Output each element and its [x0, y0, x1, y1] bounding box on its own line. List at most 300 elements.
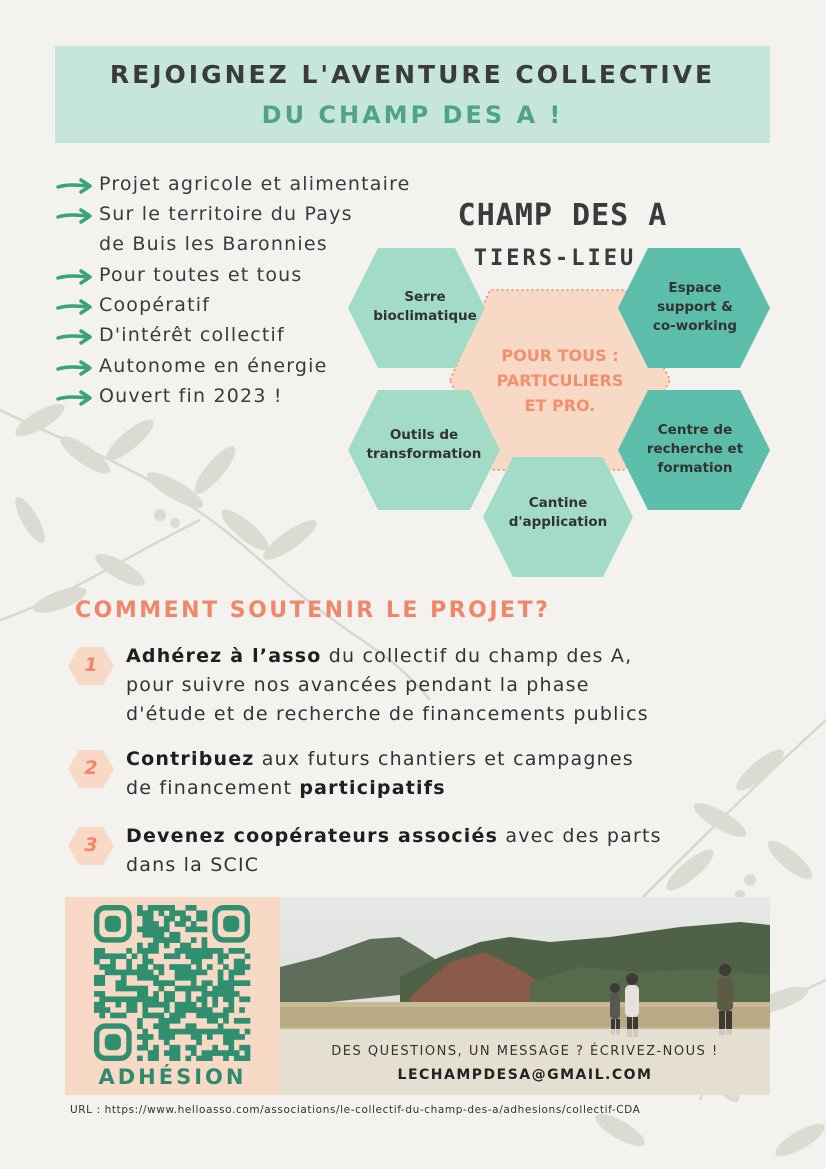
- qr-module: [148, 916, 154, 922]
- feature-text: Projet agricole et alimentaire: [99, 173, 411, 195]
- qr-module: [116, 1013, 122, 1019]
- qr-module: [196, 1034, 202, 1040]
- landscape-photo: [280, 897, 770, 1095]
- qr-module: [175, 1029, 181, 1035]
- hex-line: recherche et: [646, 441, 744, 457]
- qr-module: [169, 1029, 175, 1035]
- step-3: [126, 822, 786, 880]
- brand-subtitle: TIERS-LIEU: [473, 246, 637, 271]
- qr-module: [202, 1056, 208, 1061]
- qr-module: [110, 964, 116, 970]
- hex-line: support &: [657, 299, 733, 315]
- qr-module: [137, 964, 143, 970]
- qr-module: [137, 986, 143, 992]
- qr-module: [110, 970, 116, 976]
- qr-module: [239, 1007, 245, 1013]
- qr-module: [175, 1013, 181, 1019]
- qr-module: [137, 970, 143, 976]
- qr-module: [202, 986, 208, 992]
- qr-module: [116, 970, 122, 976]
- qr-module: [202, 970, 208, 976]
- qr-module: [207, 1018, 213, 1024]
- qr-module: [234, 959, 240, 965]
- qr-module: [202, 1050, 208, 1056]
- qr-module: [202, 910, 208, 916]
- qr-module: [191, 927, 197, 933]
- qr-module: [175, 937, 181, 943]
- feature-text: Autonome en énergie: [99, 355, 328, 377]
- step-2: [126, 745, 786, 803]
- qr-module: [132, 953, 138, 959]
- qr-module: [126, 970, 132, 976]
- qr-module: [142, 1007, 148, 1013]
- qr-module: [153, 1023, 159, 1029]
- qr-module: [196, 986, 202, 992]
- qr-module: [164, 1034, 170, 1040]
- step-line: [126, 745, 786, 774]
- qr-module: [169, 1034, 175, 1040]
- qr-module: [164, 991, 170, 997]
- qr-module: [121, 953, 127, 959]
- qr-module: [228, 1050, 234, 1056]
- hex-line: formation: [657, 460, 733, 476]
- qr-module: [126, 986, 132, 992]
- header-subtitle: DU CHAMP DES A !: [261, 101, 564, 129]
- qr-module: [169, 1013, 175, 1019]
- qr-module: [207, 1013, 213, 1019]
- qr-module: [185, 943, 191, 949]
- qr-module: [169, 996, 175, 1002]
- qr-module: [180, 948, 186, 954]
- qr-module: [164, 1002, 170, 1008]
- qr-module: [202, 927, 208, 933]
- qr-module: [218, 1050, 224, 1056]
- qr-module: [218, 970, 224, 976]
- qr-module: [137, 1023, 143, 1029]
- qr-module: [121, 1013, 127, 1019]
- qr-module: [159, 932, 165, 938]
- qr-module: [164, 1018, 170, 1024]
- arrow-right-icon: [56, 178, 94, 194]
- qr-module: [228, 975, 234, 981]
- qr-module: [159, 1023, 165, 1029]
- qr-module: [218, 1013, 224, 1019]
- qr-module: [185, 1007, 191, 1013]
- qr-module: [164, 927, 170, 933]
- qr-module: [153, 948, 159, 954]
- qr-module: [126, 1002, 132, 1008]
- qr-module: [180, 964, 186, 970]
- qr-module: [196, 964, 202, 970]
- qr-module: [153, 921, 159, 927]
- qr-module: [159, 905, 165, 911]
- qr-module: [105, 1007, 111, 1013]
- qr-module: [212, 1018, 218, 1024]
- hexagon-outils-label: [354, 426, 494, 464]
- hex-line: bioclimatique: [373, 308, 477, 324]
- hex-line: Outils de: [389, 427, 459, 443]
- arrow-right-icon: [56, 299, 94, 315]
- qr-module: [180, 1013, 186, 1019]
- qr-module: [164, 953, 170, 959]
- adhesion-url[interactable]: URL : https://www.helloasso.com/associations/le-collectif-du-champ-des-a/adhesions/collectif-CDA: [70, 1104, 641, 1116]
- qr-module: [212, 1050, 218, 1056]
- qr-module: [164, 921, 170, 927]
- qr-module: [99, 1013, 105, 1019]
- step-text: du collectif du champ des A,: [321, 645, 633, 667]
- qr-module: [185, 953, 191, 959]
- qr-module: [148, 1002, 154, 1008]
- qr-module: [245, 1050, 251, 1056]
- qr-module: [142, 1013, 148, 1019]
- qr-module: [175, 1018, 181, 1024]
- feature-text: Ouvert fin 2023 !: [99, 385, 283, 407]
- qr-module: [234, 991, 240, 997]
- qr-module: [223, 1034, 229, 1040]
- qr-module: [185, 948, 191, 954]
- qr-module: [245, 980, 251, 986]
- qr-module: [137, 1018, 143, 1024]
- qr-module: [202, 991, 208, 997]
- qr-module: [159, 1029, 165, 1035]
- qr-module: [212, 996, 218, 1002]
- hex-line: Espace: [668, 280, 722, 296]
- qr-module: [116, 996, 122, 1002]
- qr-module: [228, 980, 234, 986]
- arrow-right-icon: [56, 329, 94, 345]
- qr-module: [196, 996, 202, 1002]
- qr-finder-pattern: [97, 908, 129, 940]
- qr-module: [148, 905, 154, 911]
- qr-module: [223, 1056, 229, 1061]
- qr-module: [116, 953, 122, 959]
- qr-module: [245, 1045, 251, 1051]
- qr-module: [239, 996, 245, 1002]
- qr-panel: [65, 897, 280, 1095]
- qr-module: [126, 1007, 132, 1013]
- qr-module: [169, 980, 175, 986]
- qr-module: [110, 953, 116, 959]
- hexagon-centre-label: [625, 421, 765, 478]
- step-line: [126, 642, 786, 671]
- qr-module: [94, 975, 100, 981]
- qr-module: [218, 991, 224, 997]
- step-bold: Devenez coopérateurs associés: [126, 825, 499, 847]
- qr-module: [202, 1002, 208, 1008]
- qr-module: [180, 975, 186, 981]
- qr-module: [148, 959, 154, 965]
- qr-module: [223, 953, 229, 959]
- qr-module: [180, 916, 186, 922]
- qr-module: [196, 1007, 202, 1013]
- qr-module: [153, 937, 159, 943]
- qr-module: [132, 970, 138, 976]
- qr-module: [94, 991, 100, 997]
- step-1: [126, 642, 786, 729]
- qr-module: [137, 975, 143, 981]
- qr-module: [132, 986, 138, 992]
- qr-module: [148, 943, 154, 949]
- qr-module: [169, 910, 175, 916]
- qr-module: [185, 1045, 191, 1051]
- qr-module: [196, 1013, 202, 1019]
- qr-module: [245, 1056, 251, 1061]
- qr-module: [159, 980, 165, 986]
- center-line: POUR TOUS :: [501, 346, 619, 365]
- qr-module: [142, 1002, 148, 1008]
- qr-module: [207, 1050, 213, 1056]
- qr-module: [223, 996, 229, 1002]
- qr-module: [175, 970, 181, 976]
- qr-module: [142, 1029, 148, 1035]
- qr-module: [99, 953, 105, 959]
- qr-module: [185, 975, 191, 981]
- qr-module: [191, 986, 197, 992]
- qr-module: [191, 1002, 197, 1008]
- qr-module: [228, 948, 234, 954]
- qr-module: [126, 996, 132, 1002]
- qr-module: [132, 1007, 138, 1013]
- qr-module: [169, 964, 175, 970]
- qr-module: [164, 1050, 170, 1056]
- qr-module: [191, 975, 197, 981]
- qr-module: [196, 927, 202, 933]
- qr-module: [207, 1029, 213, 1035]
- qr-module: [94, 953, 100, 959]
- qr-module: [153, 980, 159, 986]
- qr-module: [185, 1056, 191, 1061]
- qr-module: [223, 1018, 229, 1024]
- hex-line: d'application: [508, 514, 608, 530]
- qr-module: [223, 1029, 229, 1035]
- qr-module: [137, 927, 143, 933]
- qr-module: [196, 953, 202, 959]
- qr-module: [142, 1034, 148, 1040]
- qr-module: [234, 1034, 240, 1040]
- qr-module: [153, 1045, 159, 1051]
- qr-module: [212, 1002, 218, 1008]
- qr-module: [223, 991, 229, 997]
- qr-module: [153, 932, 159, 938]
- qr-module: [148, 948, 154, 954]
- qr-module: [175, 953, 181, 959]
- qr-module: [191, 921, 197, 927]
- qr-module: [116, 980, 122, 986]
- qr-module: [159, 1013, 165, 1019]
- qr-module: [218, 959, 224, 965]
- feature-text: de Buis les Baronnies: [99, 233, 328, 255]
- arrow-right-icon: [56, 269, 94, 285]
- qr-module: [99, 975, 105, 981]
- qr-module: [228, 996, 234, 1002]
- qr-module: [245, 1029, 251, 1035]
- qr-module: [196, 1056, 202, 1061]
- qr-module: [142, 991, 148, 997]
- qr-module: [239, 1056, 245, 1061]
- qr-module: [164, 1007, 170, 1013]
- qr-module: [207, 1007, 213, 1013]
- qr-module: [212, 1013, 218, 1019]
- qr-module: [116, 986, 122, 992]
- qr-module: [234, 1018, 240, 1024]
- qr-module: [175, 964, 181, 970]
- qr-module: [191, 970, 197, 976]
- qr-module: [148, 1056, 154, 1061]
- qr-module: [185, 996, 191, 1002]
- qr-module: [207, 948, 213, 954]
- qr-module: [142, 953, 148, 959]
- qr-module: [218, 953, 224, 959]
- step-number-badge: [66, 825, 116, 867]
- qr-module: [153, 1050, 159, 1056]
- qr-code[interactable]: [89, 905, 255, 1061]
- qr-module: [245, 953, 251, 959]
- qr-module: [228, 1007, 234, 1013]
- qr-module: [148, 921, 154, 927]
- qr-module: [153, 905, 159, 911]
- step-number: 1: [84, 654, 98, 676]
- step-number-badge: [66, 645, 116, 687]
- qr-module: [212, 1029, 218, 1035]
- qr-module: [94, 980, 100, 986]
- qr-module: [175, 1050, 181, 1056]
- qr-module: [148, 996, 154, 1002]
- qr-module: [228, 991, 234, 997]
- qr-module: [202, 1013, 208, 1019]
- qr-module: [218, 986, 224, 992]
- arrow-right-icon: [56, 390, 94, 406]
- qr-module: [99, 948, 105, 954]
- qr-module: [202, 948, 208, 954]
- hex-line: co-working: [652, 318, 738, 334]
- qr-module: [94, 948, 100, 954]
- qr-module: [175, 1056, 181, 1061]
- qr-module: [239, 959, 245, 965]
- qr-module: [142, 996, 148, 1002]
- qr-module: [153, 975, 159, 981]
- qr-module: [137, 996, 143, 1002]
- qr-module: [234, 964, 240, 970]
- qr-module: [180, 921, 186, 927]
- qr-module: [169, 1045, 175, 1051]
- qr-module: [234, 1056, 240, 1061]
- qr-module: [164, 1023, 170, 1029]
- arrow-right-icon: [56, 208, 94, 224]
- qr-module: [169, 932, 175, 938]
- qr-module: [169, 953, 175, 959]
- qr-module: [239, 948, 245, 954]
- hex-line: Centre de: [657, 422, 733, 438]
- arrow-right-icon: [56, 360, 94, 376]
- qr-module: [185, 1029, 191, 1035]
- qr-module: [169, 1056, 175, 1061]
- qr-module: [137, 948, 143, 954]
- center-line: PARTICULIERS: [496, 371, 624, 390]
- qr-module: [196, 970, 202, 976]
- qr-module: [148, 970, 154, 976]
- qr-module: [99, 964, 105, 970]
- section-title: COMMENT SOUTENIR LE PROJET?: [75, 598, 551, 623]
- qr-module: [164, 1029, 170, 1035]
- qr-module: [223, 1039, 229, 1045]
- qr-module: [121, 975, 127, 981]
- qr-module: [148, 927, 154, 933]
- qr-module: [239, 970, 245, 976]
- qr-module: [223, 1050, 229, 1056]
- qr-module: [142, 970, 148, 976]
- qr-module: [191, 1023, 197, 1029]
- qr-module: [153, 943, 159, 949]
- qr-module: [218, 948, 224, 954]
- qr-module: [153, 964, 159, 970]
- qr-module: [142, 916, 148, 922]
- qr-module: [105, 953, 111, 959]
- qr-module: [137, 991, 143, 997]
- qr-module: [153, 927, 159, 933]
- qr-module: [142, 959, 148, 965]
- qr-module: [142, 975, 148, 981]
- qr-module: [185, 970, 191, 976]
- qr-module: [159, 927, 165, 933]
- qr-module: [223, 1013, 229, 1019]
- qr-module: [228, 1034, 234, 1040]
- qr-module: [164, 943, 170, 949]
- qr-module: [212, 986, 218, 992]
- qr-module: [202, 953, 208, 959]
- qr-finder-pattern: [97, 1026, 129, 1058]
- landscape-image: [280, 897, 770, 1095]
- qr-module: [202, 943, 208, 949]
- qr-module: [185, 927, 191, 933]
- qr-module: [153, 1056, 159, 1061]
- qr-module: [223, 986, 229, 992]
- step-bold: Contribuez: [126, 748, 255, 770]
- qr-module: [110, 959, 116, 965]
- qr-module: [228, 1002, 234, 1008]
- qr-module: [185, 964, 191, 970]
- qr-module: [228, 970, 234, 976]
- qr-module: [191, 1045, 197, 1051]
- qr-module: [202, 937, 208, 943]
- qr-module: [137, 1056, 143, 1061]
- step-number: 3: [84, 834, 98, 856]
- feature-text: Coopératif: [99, 294, 211, 316]
- hexagon-serre-label: [355, 288, 495, 326]
- qr-module: [159, 910, 165, 916]
- qr-module: [99, 996, 105, 1002]
- qr-module: [153, 991, 159, 997]
- qr-module: [185, 916, 191, 922]
- qr-module: [228, 1039, 234, 1045]
- step-bold: participatifs: [299, 777, 446, 799]
- contact-email[interactable]: LECHAMPDESA@GMAIL.COM: [397, 1067, 653, 1083]
- qr-module: [121, 996, 127, 1002]
- qr-module: [132, 1002, 138, 1008]
- qr-module: [159, 964, 165, 970]
- hex-line: transformation: [366, 446, 482, 462]
- qr-module: [218, 1023, 224, 1029]
- qr-module: [180, 1007, 186, 1013]
- qr-module: [169, 991, 175, 997]
- qr-module: [212, 991, 218, 997]
- qr-module: [169, 937, 175, 943]
- qr-module: [99, 1002, 105, 1008]
- qr-module: [191, 1050, 197, 1056]
- qr-module: [159, 970, 165, 976]
- qr-module: [180, 970, 186, 976]
- qr-module: [148, 1034, 154, 1040]
- header-title: REJOIGNEZ L'AVENTURE COLLECTIVE: [109, 60, 716, 89]
